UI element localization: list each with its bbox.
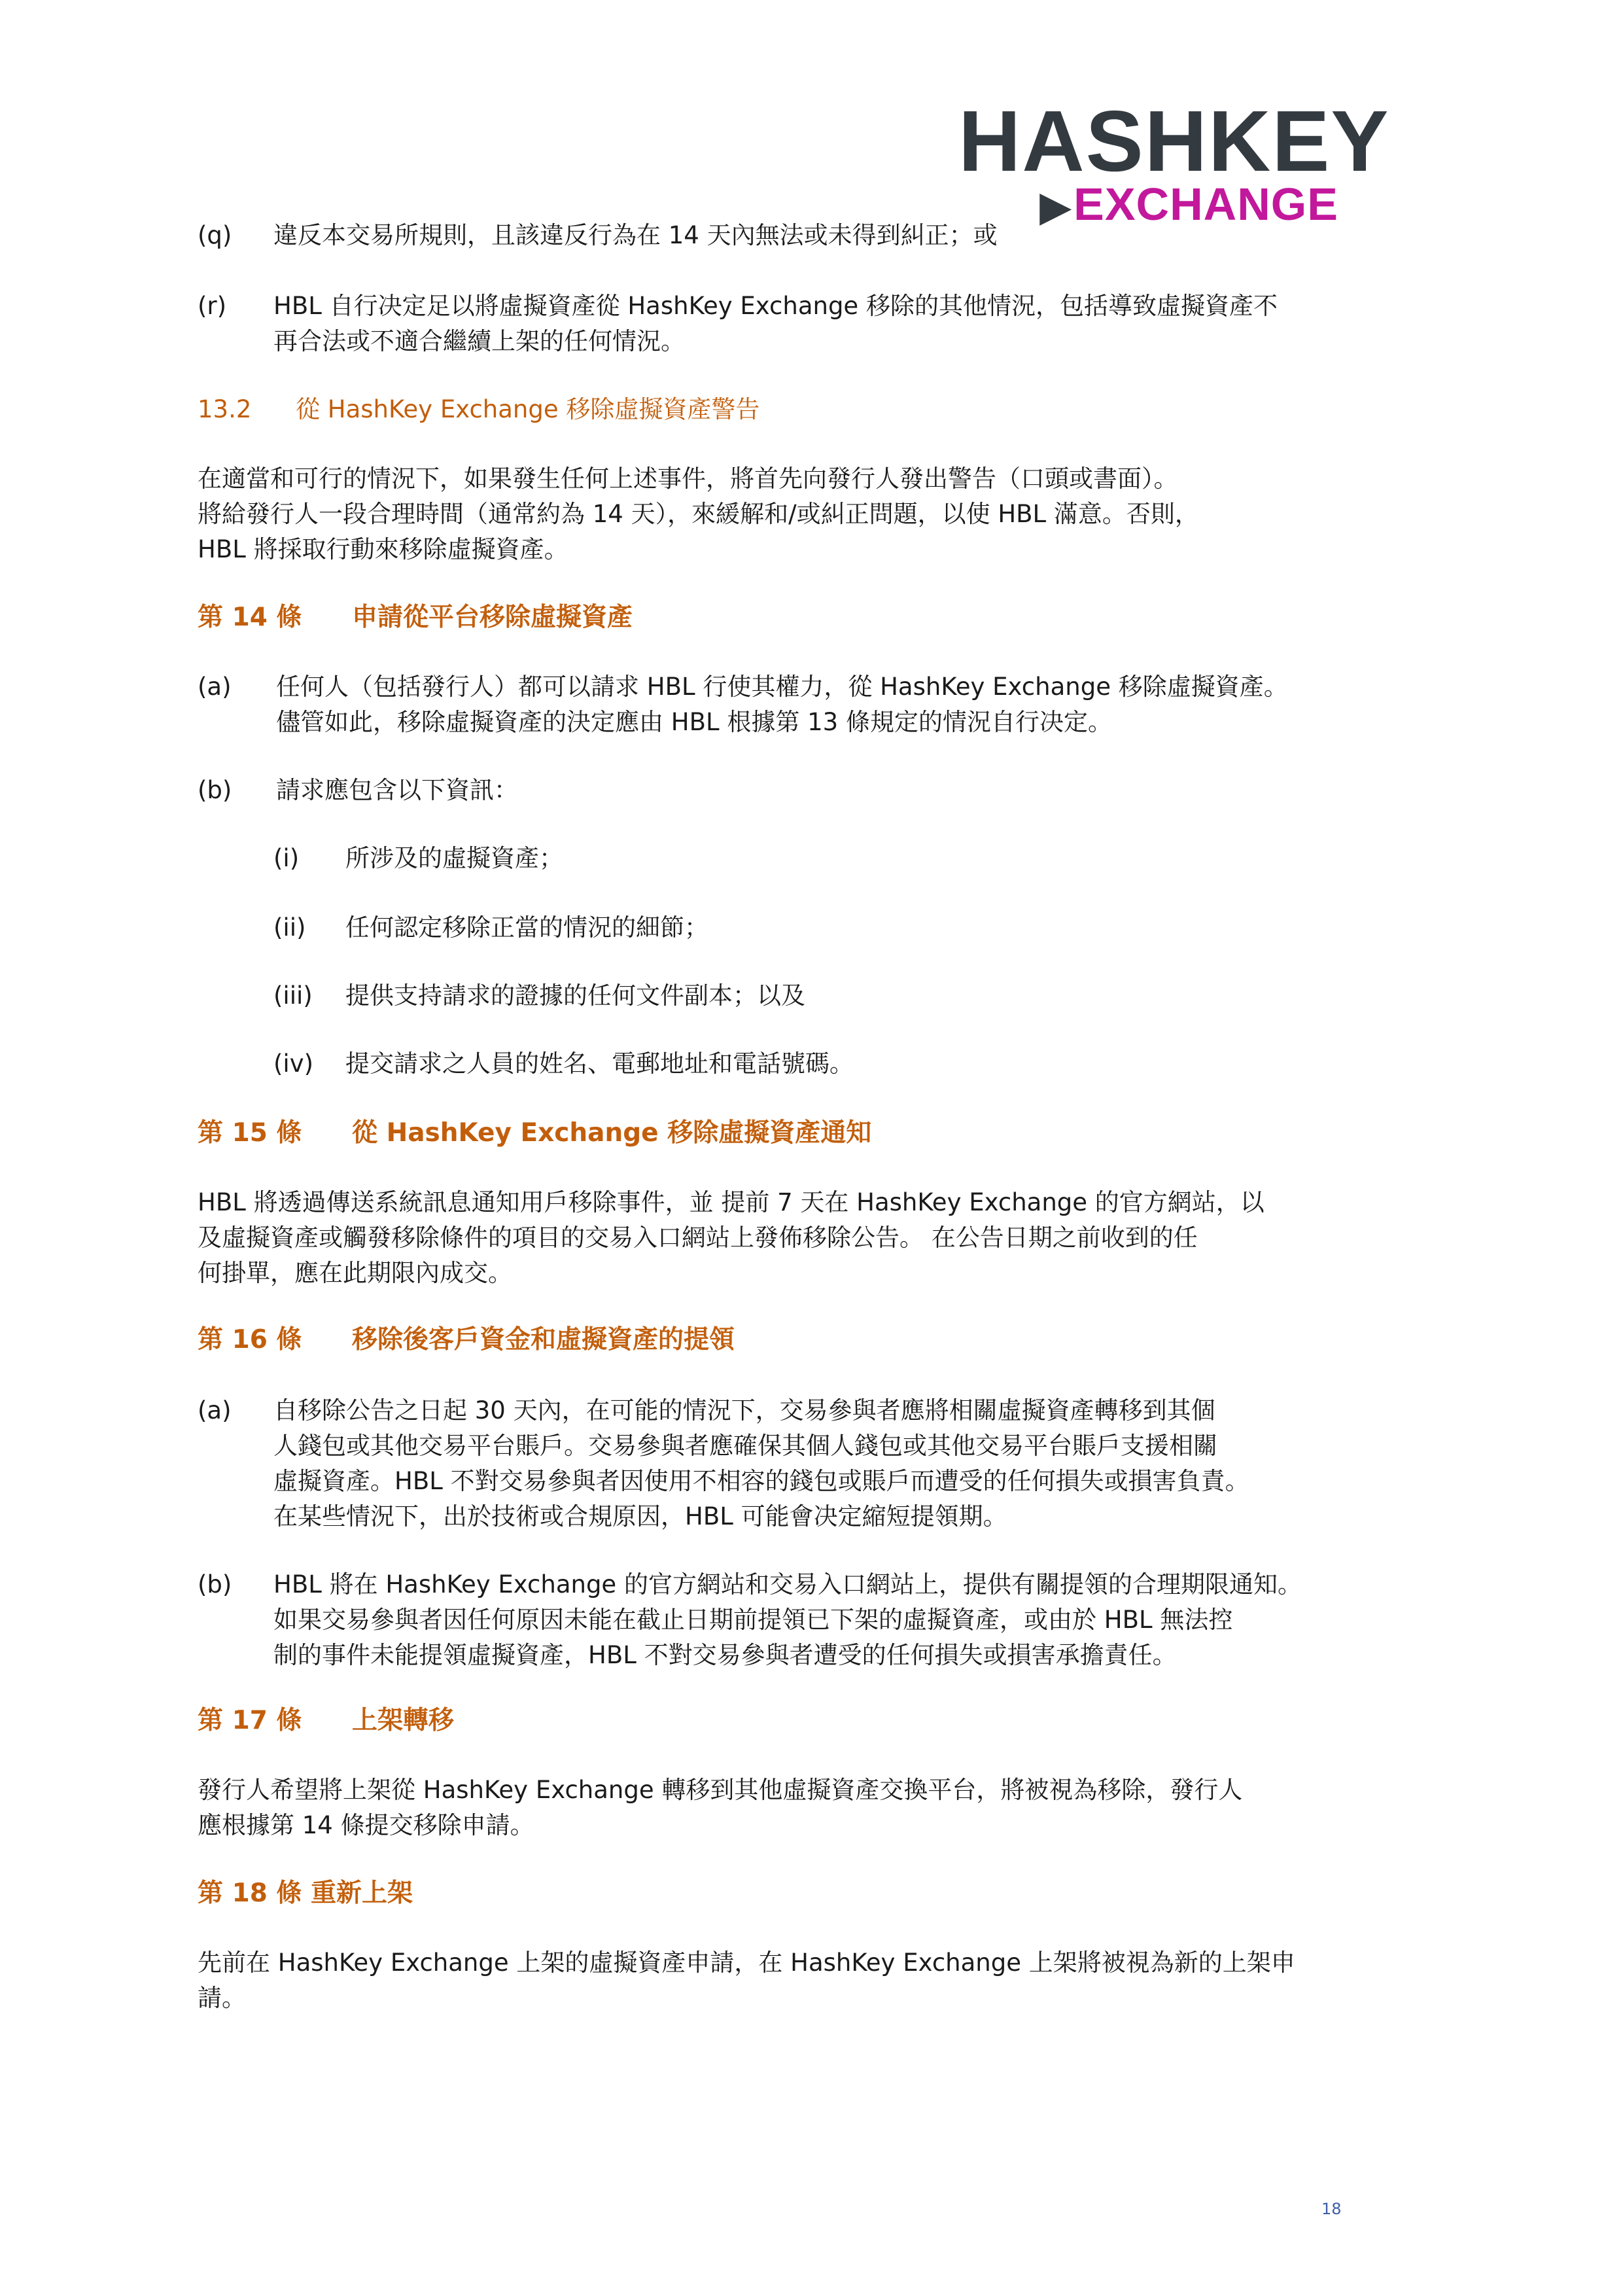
clause-16a-line-3: 虛擬資產。HBL 不對交易參與者因使用不相容的錢包或賬戶而遭受的任何損失或損害負責。 <box>273 1467 1249 1495</box>
clause-q-label: (q) <box>198 221 232 249</box>
section-14-number: 第 14 條 <box>198 603 302 632</box>
section-13-2-line-1: 在適當和可行的情況下，如果發生任何上述事件，將首先向發行人發出警告（口頭或書面）。 <box>198 465 1178 493</box>
section-18-title: 第 18 條 重新上架 <box>198 1879 413 1908</box>
clause-14a-line-2: 儘管如此，移除虛擬資產的決定應由 HBL 根據第 13 條規定的情況自行决定。 <box>276 708 1112 736</box>
section-16-number: 第 16 條 <box>198 1325 302 1354</box>
clause-r-line-2: 再合法或不適合繼續上架的任何情況。 <box>273 327 685 355</box>
clause-q-text: 違反本交易所規則，且該違反行為在 14 天內無法或未得到糾正；或 <box>273 221 998 249</box>
clause-r-line-1: HBL 自行决定足以將虛擬資產從 HashKey Exchange 移除的其他情況，包括導致虛擬資產不 <box>273 292 1278 320</box>
section-15-line-3: 何掛單，應在此期限內成交。 <box>198 1259 512 1287</box>
section-17-title: 上架轉移 <box>352 1706 455 1735</box>
logo-hashkey-text: HASHKEY <box>958 93 1390 189</box>
clause-14b-text: 請求應包含以下資訊： <box>276 776 518 804</box>
clause-16b-line-3: 制的事件未能提領虛擬資產，HBL 不對交易參與者遭受的任何損失或損害承擔責任。 <box>273 1641 1177 1669</box>
section-13-2-line-3: HBL 將採取行動來移除虛擬資產。 <box>198 535 568 563</box>
clause-16a-label: (a) <box>198 1396 232 1424</box>
logo-arrow-icon: ▶ <box>1040 185 1072 228</box>
list-item-text: 提交請求之人員的姓名、電郵地址和電話號碼。 <box>345 1050 854 1078</box>
section-13-2-title: 從 HashKey Exchange 移除虛擬資產警告 <box>296 395 760 423</box>
section-17-line-1: 發行人希望將上架從 HashKey Exchange 轉移到其他虛擬資產交換平台，將被視為移除，發行人 <box>198 1776 1243 1804</box>
section-15-number: 第 15 條 <box>198 1118 302 1148</box>
list-item-label: (ii) <box>273 913 306 942</box>
list-item-text: 提供支持請求的證據的任何文件副本；以及 <box>345 981 805 1010</box>
list-item-label: (i) <box>273 844 300 872</box>
logo-exchange-text <box>1040 178 1338 233</box>
section-15-line-2: 及虛擬資產或觸發移除條件的項目的交易入口網站上發佈移除公告。 在公告日期之前收到的任 <box>198 1224 1198 1252</box>
section-17-line-2: 應根據第 14 條提交移除申請。 <box>198 1811 534 1839</box>
list-item-label: (iii) <box>273 981 313 1010</box>
section-13-2-line-2: 將給發行人一段合理時間（通常約為 14 天），來緩解和/或糾正問題，以使 HBL 滿意。否則， <box>198 500 1199 528</box>
list-item-text: 任何認定移除正當的情況的細節； <box>345 913 708 942</box>
list-item-label: (iv) <box>273 1050 314 1078</box>
section-17-number: 第 17 條 <box>198 1706 302 1735</box>
section-15-line-1: HBL 將透過傳送系統訊息通知用戶移除事件，並 提前 7 天在 HashKey Exchange 的官方網站，以 <box>198 1188 1265 1216</box>
clause-16a-line-4: 在某些情況下，出於技術或合規原因，HBL 可能會决定縮短提領期。 <box>273 1502 1007 1530</box>
clause-14a-label: (a) <box>198 673 232 701</box>
section-14-title: 申請從平台移除虛擬資產 <box>352 603 633 632</box>
clause-14b-label: (b) <box>198 776 232 804</box>
logo-exchange-word: EXCHANGE <box>1073 179 1338 230</box>
section-18-line-2: 請。 <box>198 1984 246 2012</box>
hashkey-exchange-logo <box>958 93 1390 230</box>
section-13-2-number: 13.2 <box>198 395 252 423</box>
clause-r-label: (r) <box>198 292 227 320</box>
clause-16b-line-2: 如果交易參與者因任何原因未能在截止日期前提領已下架的虛擬資產，或由於 HBL 無法控 <box>273 1606 1233 1634</box>
section-15-title: 從 HashKey Exchange 移除虛擬資產通知 <box>352 1118 872 1148</box>
section-16-title: 移除後客戶資金和虛擬資產的提領 <box>352 1325 735 1354</box>
clause-16b-line-1: HBL 將在 HashKey Exchange 的官方網站和交易入口網站上，提供有關提領的合理期限通知。 <box>273 1570 1302 1598</box>
clause-14a-line-1: 任何人（包括發行人）都可以請求 HBL 行使其權力，從 HashKey Exchange 移除虛擬資產。 <box>276 673 1288 701</box>
clause-16b-label: (b) <box>198 1570 232 1598</box>
page-number: 18 <box>1321 2200 1342 2218</box>
clause-16a-line-2: 人錢包或其他交易平台賬戶。交易參與者應確保其個人錢包或其他交易平台賬戶支援相關 <box>273 1432 1217 1460</box>
list-item-text: 所涉及的虛擬資產； <box>345 844 563 872</box>
clause-16a-line-1: 自移除公告之日起 30 天內，在可能的情況下，交易參與者應將相關虛擬資產轉移到其個 <box>273 1396 1215 1424</box>
section-18-line-1: 先前在 HashKey Exchange 上架的虛擬資產申請，在 HashKey Exchange 上架將被視為新的上架申 <box>198 1949 1295 1977</box>
